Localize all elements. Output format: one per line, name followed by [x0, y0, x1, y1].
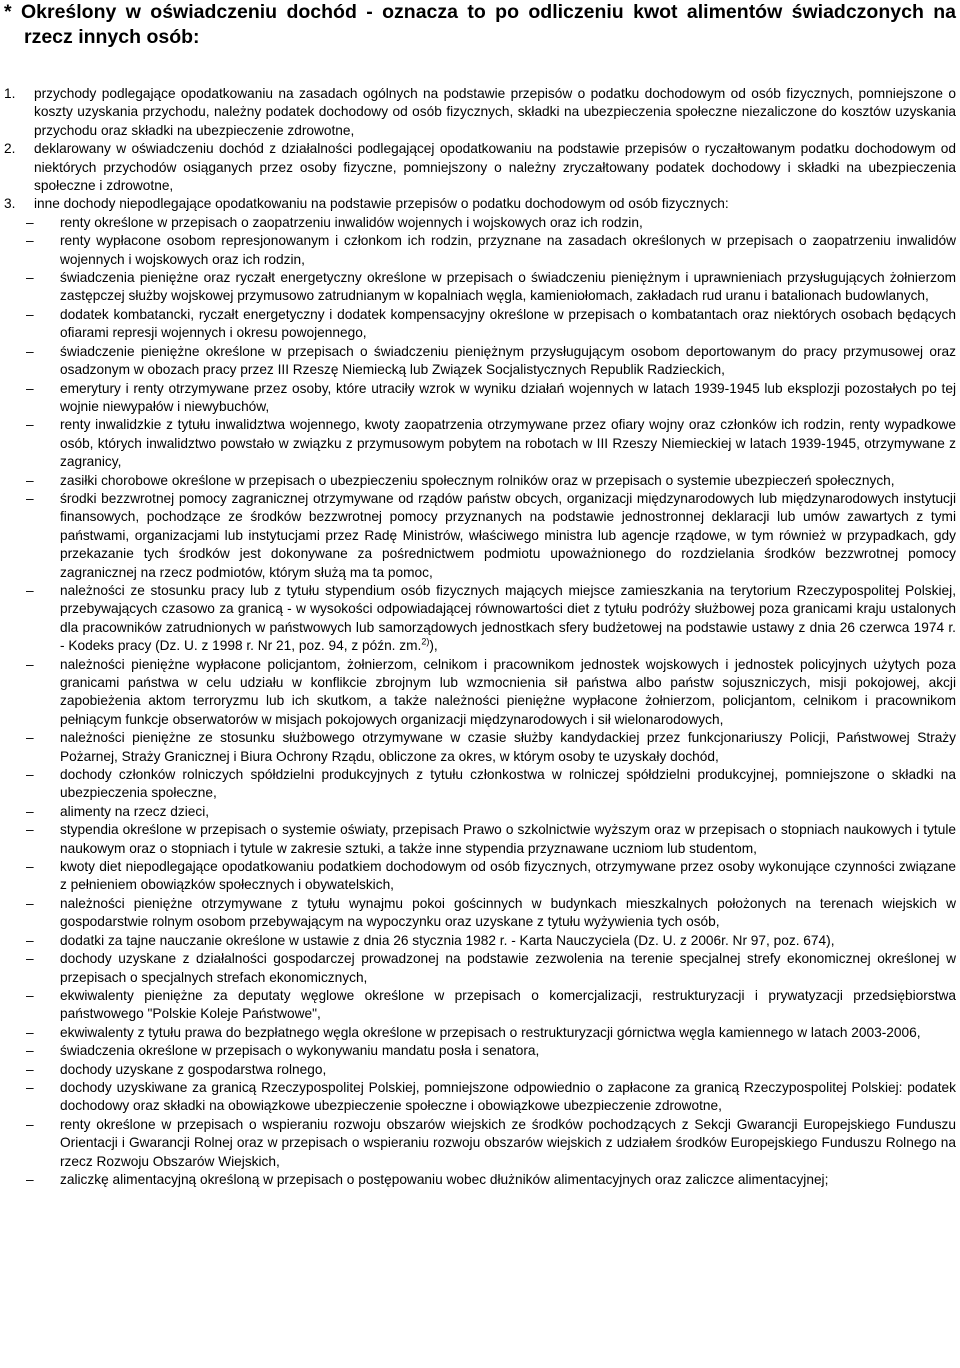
dash-marker: – — [26, 1079, 34, 1095]
sublist-item — [4, 582, 956, 656]
income-sublist — [4, 214, 956, 1190]
sublist-item — [4, 858, 956, 895]
footnote-tail: ), — [429, 638, 438, 654]
list-text-2: deklarowany w oświadczeniu dochód z działalności podlegającej opodatkowaniu na podstawie przepisów o ryczałtowanym podatku dochodowym od niektórych przychodów osiąganych przez osoby fizyczne, pomniejszony o należny zryczałtowany podatek dochodowy i składki na ubezpieczenia społeczne i zdrowotne, — [34, 141, 956, 194]
sublist-item — [4, 343, 956, 380]
list-marker-2: 2. — [4, 141, 16, 157]
sublist-item-text: renty określone w przepisach o zaopatrzeniu inwalidów wojennych i wojskowych oraz ich rodzin, — [60, 214, 643, 230]
sublist-item — [4, 490, 956, 582]
dash-marker: – — [26, 951, 34, 967]
sublist-item-text: należności pieniężne wypłacone policjantom, żołnierzom, celnikom i pracownikom jednostek wojskowych i jednostek policyjnych użytych poza granicami państwa w celu udziału w konflikcie zbrojnym lub wzmocnienia sił państwa albo państw sojuszniczych, misji pokojowej, akcji zapobieżenia aktom terroryzmu lub ich skutkom, a także należności pieniężne wypłacone żołnierzom, policjantom, celnikom i pracownikom pełniącym funkcje obserwatorów w misjach pokojowych organizacji międzynarodowych i sił wielonarodowych, — [60, 656, 956, 727]
dash-marker: – — [26, 582, 34, 598]
list-marker-1: 1. — [4, 86, 16, 101]
sublist-item-text: zasiłki chorobowe określone w przepisach o ubezpieczeniu społecznym rolników oraz w przepisach o systemie ubezpieczeń społecznych, — [60, 472, 895, 488]
dash-marker: – — [26, 859, 34, 875]
sublist-item — [4, 729, 956, 766]
sublist-item — [4, 380, 956, 417]
sublist-item — [4, 803, 956, 821]
dash-marker: – — [26, 767, 34, 783]
list-text-1: przychody podlegające opodatkowaniu na zasadach ogólnych na podstawie przepisów o podatku dochodowym od osób fizycznych, pomniejszone o koszty uzyskania przychodu, należny podatek dochodowy od osób fizycznych, składki na ubezpieczenia społeczne niezaliczone do kosztów uzyskania przychodu oraz składki na ubezpieczenie zdrowotne, — [34, 86, 956, 138]
list-item-1 — [4, 85, 956, 140]
sublist-item — [4, 1116, 956, 1171]
sublist-item — [4, 766, 956, 803]
dash-marker: – — [26, 730, 34, 746]
page-heading: * Określony w oświadczeniu dochód - oznacza to po odliczeniu kwot alimentów świadczonych na rzecz innych osób: — [4, 1, 956, 48]
sublist-item — [4, 472, 956, 490]
list-marker-3: 3. — [4, 196, 16, 212]
sublist-item — [4, 306, 956, 343]
dash-marker: – — [26, 214, 34, 230]
sublist-item — [4, 416, 956, 471]
sublist-item-text: ekwiwalenty pieniężne za deputaty węglowe określone w przepisach o komercjalizacji, restrukturyzacji i prywatyzacji przedsiębiorstwa państwowego "Polskie Koleje Państwowe", — [60, 987, 956, 1022]
sublist-item-text: zaliczkę alimentacyjną określoną w przepisach o postępowaniu wobec dłużników alimentacyjnych oraz zaliczce alimentacyjnej; — [60, 1171, 829, 1187]
dash-marker: – — [26, 803, 34, 819]
sublist-item — [4, 987, 956, 1024]
sublist-item — [4, 214, 956, 232]
sublist-item — [4, 1079, 956, 1116]
sublist-item — [4, 1061, 956, 1079]
dash-marker: – — [26, 233, 34, 249]
sublist-item-text: emerytury i renty otrzymywane przez osoby, które utraciły wzrok w wyniku działań wojennych w latach 1939-1945 lub eksplozji pozostałych po tej wojnie niewypałów i niewybuchów, — [60, 380, 956, 414]
footnote-ref: 2) — [421, 636, 430, 647]
sublist-item-text: ekwiwalenty z tytułu prawa do bezpłatnego węgla określone w przepisach o restrukturyzacji górnictwa węgla kamiennego w latach 2003-2006, — [60, 1024, 921, 1040]
list-text-3: inne dochody niepodlegające opodatkowaniu na podstawie przepisów o podatku dochodowym od osób fizycznych: — [34, 196, 729, 212]
dash-marker: – — [26, 987, 34, 1003]
sublist-item — [4, 232, 956, 269]
sublist-item — [4, 1024, 956, 1042]
sublist-item-text: stypendia określone w przepisach o systemie oświaty, przepisach Prawo o szkolnictwie wyższym oraz w przepisach o stopniach naukowych i tytule naukowym oraz o stopniach i tytule w zakresie sztuki, a także inne stypendia przyznawane uczniom lub studentom, — [60, 822, 956, 856]
sublist-item-text: alimenty na rzecz dzieci, — [60, 803, 210, 819]
sublist-item-text: świadczenia pieniężne oraz ryczałt energetyczny określone w przepisach o świadczeniu pieniężnym i uprawnieniach przysługujących żołnierzom zastępczej służby wojskowej przymusowo zatrudnianym w kopalniach węgla, kamieniołomach, zakładach rud uranu i batalionach budowlanych, — [60, 270, 956, 304]
heading-spacer — [4, 49, 956, 85]
sublist-item-text: należności pieniężne otrzymywane z tytułu wynajmu pokoi gościnnych w budynkach mieszkalnych położonych na terenach wiejskich w gospodarstwie rolnym osobom przebywającym na wypoczynku oraz uzyskane z tytułu wyżywienia tych osób, — [60, 895, 956, 930]
sublist-item — [4, 656, 956, 730]
sublist-item — [4, 895, 956, 932]
list-item-3 — [4, 195, 956, 213]
sublist-item — [4, 1042, 956, 1060]
sublist-item-text: dochody członków rolniczych spółdzielni produkcyjnych z tytułu członkostwa w rolniczej spółdzielni produkcyjnej, pomniejszone o składki na ubezpieczenia społeczne, — [60, 767, 956, 801]
list-item-2 — [4, 140, 956, 195]
dash-marker: – — [26, 895, 34, 911]
sublist-item-text: renty inwalidzkie z tytułu inwalidztwa wojennego, kwoty zaopatrzenia otrzymywane przez ofiary wojny oraz członków ich rodzin, renty wypadkowe osób, których inwalidztwo powstało w związku z przymusowym pobytem na robotach w III Rzeszy Niemieckiej w latach 1939-1945, otrzymywane z zagranicy, — [60, 417, 956, 470]
dash-marker: – — [26, 1116, 34, 1132]
sublist-item-text: dochody uzyskane z gospodarstwa rolnego, — [60, 1061, 327, 1077]
dash-marker: – — [26, 343, 34, 359]
dash-marker: – — [26, 1061, 34, 1077]
sublist-item — [4, 269, 956, 306]
sublist-item-text: świadczenie pieniężne określone w przepisach o świadczeniu pieniężnym przysługującym osobom deportowanym do pracy przymusowej oraz osadzonym w obozach pracy przez III Rzeszę Niemiecką lub Związek Socjalistycznych Republik Radzieckich, — [60, 343, 956, 378]
dash-marker: – — [26, 656, 34, 672]
sublist-item-text: dodatek kombatancki, ryczałt energetyczny i dodatek kompensacyjny określone w przepisach o kombatantach oraz niektórych osobach będących ofiarami represji wojennych i okresu powojennego, — [60, 306, 956, 341]
dash-marker: – — [26, 417, 34, 433]
sublist-item — [4, 932, 956, 950]
dash-marker: – — [26, 472, 34, 488]
sublist-item-text: dochody uzyskane z działalności gospodarczej prowadzonej na podstawie zezwolenia na terenie specjalnej strefy ekonomicznej określonej w przepisach o specjalnych strefach ekonomicznych, — [60, 951, 956, 985]
sublist-item-text: renty określone w przepisach o wspieraniu rozwoju obszarów wiejskich ze środków pochodzących z Sekcji Gwarancji Europejskiego Funduszu Orientacji i Gwarancji Rolnej oraz w przepisach o wspieraniu rozwoju obszarów wiejskich z udziałem środków Europejskiego Funduszu Rolnego na rzecz Rozwoju Obszarów Wiejskich, — [60, 1116, 956, 1169]
sublist-item — [4, 950, 956, 987]
dash-marker: – — [26, 490, 34, 506]
dash-marker: – — [26, 270, 34, 286]
sublist-item-text: świadczenia określone w przepisach o wykonywaniu mandatu posła i senatora, — [60, 1043, 540, 1059]
dash-marker: – — [26, 1171, 34, 1187]
dash-marker: – — [26, 1043, 34, 1059]
dash-marker: – — [26, 822, 34, 838]
sublist-item-text: należności ze stosunku pracy lub z tytułu stypendium osób fizycznych mających miejsce zamieszkania na terytorium Rzeczypospolitej Polskiej, przebywających czasowo za granicą - w wysokości odpowiadającej równowartości diet z tytułu podróży służbowej poza granicami kraju ustalonych dla pracowników zatrudnionych w państwowych lub samorządowych jednostkach sfery budżetowej na podstawie ustawy z dnia 26 czerwca 1974 r. - Kodeks pracy (Dz. U. z 1998 r. Nr 21, poz. 94, z późn. zm. — [60, 582, 956, 654]
sublist-item-text: środki bezzwrotnej pomocy zagranicznej otrzymywane od rządów państw obcych, organizacji międzynarodowych lub międzynarodowych instytucji finansowych, pochodzące ze środków bezzwrotnej pomocy przyznanych na podstawie jednostronnej deklaracji lub umów zawartych z tymi państwami, organizacjami lub instytucjami przez Radę Ministrów, właściwego ministra lub agencje rządowe, w tym również w przypadkach, gdy przekazanie tych środków jest dokonywane za pośrednictwem podmiotu upoważnionego do rozdzielania środków bezzwrotnej pomocy zagranicznej na rzecz podmiotów, którym służą ma ta pomoc, — [60, 490, 956, 580]
dash-marker: – — [26, 1024, 34, 1040]
sublist-item-text: dochody uzyskiwane za granicą Rzeczypospolitej Polskiej, pomniejszone odpowiednio o zapłacone za granicą Rzeczypospolitej Polskiej: podatek dochodowy oraz składki na obowiązkowe ubezpieczenie społeczne i obowiązkowe ubezpieczenie zdrowotne, — [60, 1079, 956, 1114]
sublist-item — [4, 821, 956, 858]
sublist-item — [4, 1171, 956, 1189]
sublist-item-text: renty wypłacone osobom represjonowanym i członkom ich rodzin, przyznane na zasadach określonych w przepisach o zaopatrzeniu inwalidów wojennych i wojskowych oraz ich rodzin, — [60, 233, 956, 267]
sublist-item-text: dodatki za tajne nauczanie określone w ustawie z dnia 26 stycznia 1982 r. - Karta Nauczyciela (Dz. U. z 2006r. Nr 97, poz. 674), — [60, 932, 835, 948]
dash-marker: – — [26, 380, 34, 396]
sublist-item-text: kwoty diet niepodlegające opodatkowaniu podatkiem dochodowym od osób fizycznych, otrzymywane przez osoby wykonujące czynności związane z pełnieniem obowiązków społecznych i obywatelskich, — [60, 859, 956, 893]
sublist-item-text: należności pieniężne ze stosunku służbowego otrzymywane w czasie służby kandydackiej przez funkcjonariuszy Policji, Państwowej Straży Pożarnej, Straży Granicznej i Biura Ochrony Rządu, obliczone za okres, w którym osoby te uzyskały dochód, — [60, 730, 956, 764]
dash-marker: – — [26, 932, 34, 948]
dash-marker: – — [26, 306, 34, 322]
